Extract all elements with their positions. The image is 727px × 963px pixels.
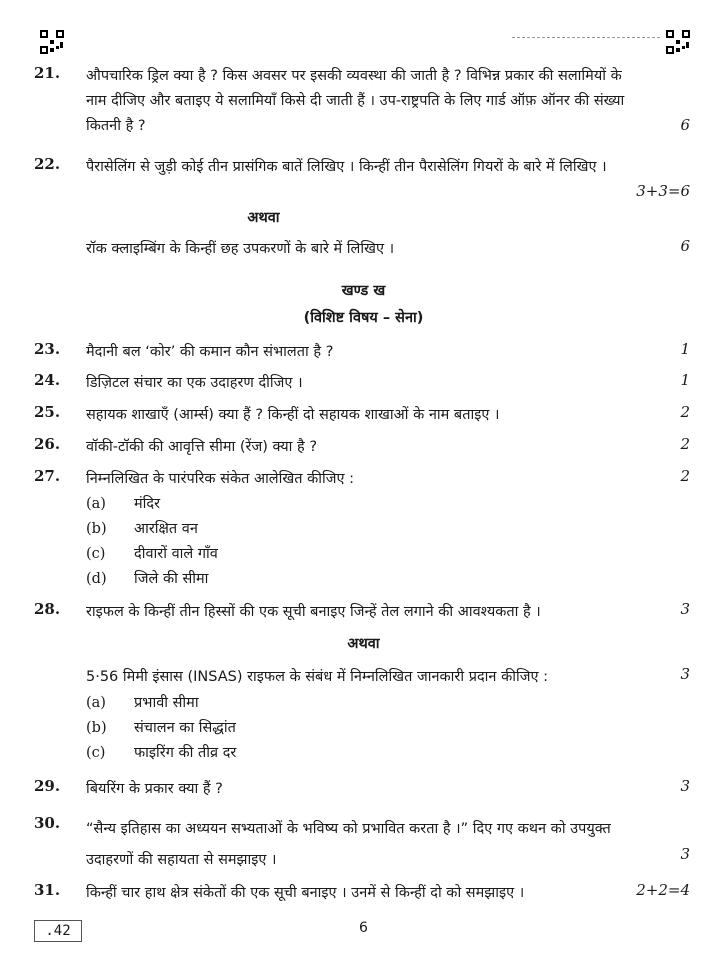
marks: 2+2=4 [636, 881, 690, 899]
question-number: 25. [34, 403, 61, 421]
marks: 3 [680, 600, 690, 618]
list-item: (a) प्रभावी सीमा [86, 695, 199, 711]
section-title: खण्ड ख [341, 283, 386, 299]
marks: 2 [680, 403, 690, 421]
marks: 3 [680, 845, 690, 863]
header-rule [512, 37, 660, 38]
question-number: 22. [34, 155, 61, 173]
list-item: (b) आरक्षित वन [86, 521, 198, 537]
question-number: 27. [34, 467, 61, 485]
marks: 1 [680, 340, 690, 358]
question-number: 30. [34, 814, 61, 832]
list-item: (c) दीवारों वाले गाँव [86, 546, 218, 562]
question-text: औपचारिक ड्रिल क्या है ? किस अवसर पर इसकी व्यवस्था की जाती है ? विभिन्न प्रकार की सलामियों के नाम दीजिए और बताइए ये सलामियाँ किसे दी जाती हैं । उप-राष्ट्रपति के लिए गार्ड ऑफ़ ऑनर की संख्या कितनी है ? [86, 68, 625, 134]
qr-code-icon [666, 30, 690, 54]
question-text: “सैन्य इतिहास का अध्ययन सभ्यताओं के भविष्य को प्रभावित करता है ।” दिए गए कथन को उपयुक्त उदाहरणों की सहायता से समझाइए । [86, 821, 611, 868]
list-item: (a) मंदिर [86, 496, 161, 512]
question-text: सहायक शाखाएँ (आर्म्स) क्या हैं ? किन्हीं दो सहायक शाखाओं के नाम बताइए । [86, 407, 500, 423]
question-number: 21. [34, 64, 61, 82]
marks: 1 [680, 371, 690, 389]
question-text: किन्हीं चार हाथ क्षेत्र संकेतों की एक सूची बनाइए । उनमें से किन्हीं दो को समझाइए । [86, 885, 525, 901]
qr-code-icon [40, 30, 64, 54]
question-text: बियरिंग के प्रकार क्या हैं ? [86, 781, 223, 797]
question-number: 31. [34, 881, 61, 899]
marks: 6 [680, 116, 690, 134]
question-text: वॉकी-टॉकी की आवृत्ति सीमा (रेंज) क्या है ? [86, 439, 318, 455]
question-text: 5·56 मिमी इंसास (INSAS) राइफल के संबंध में निम्नलिखित जानकारी प्रदान कीजिए : [86, 669, 548, 685]
page-number: 6 [359, 920, 368, 936]
question-text: रॉक क्लाइम्बिंग के किन्हीं छह उपकरणों के बारे में लिखिए । [86, 241, 395, 257]
marks: 2 [680, 435, 690, 453]
marks: 3 [680, 665, 690, 683]
marks: 6 [680, 237, 690, 255]
section-subtitle: (विशिष्ट विषय – सेना) [303, 310, 424, 326]
question-text: राइफल के किन्हीं तीन हिस्सों की एक सूची बनाइए जिन्हें तेल लगाने की आवश्यकता है । [86, 604, 541, 620]
list-item: (d) जिले की सीमा [86, 571, 209, 587]
question-text: पैरासेलिंग से जुड़ी कोई तीन प्रासंगिक बातें लिखिए । किन्हीं तीन पैरासेलिंग गियरों के बारे में लिखिए । [86, 159, 607, 175]
list-item: (b) संचालन का सिद्धांत [86, 720, 236, 736]
question-number: 29. [34, 777, 61, 795]
question-number: 26. [34, 435, 61, 453]
or-label: अथवा [347, 636, 380, 652]
paper-code: .42 [34, 920, 82, 942]
list-item: (c) फाइरिंग की तीव्र दर [86, 745, 237, 761]
question-text: डिज़िटल संचार का एक उदाहरण दीजिए । [86, 375, 303, 391]
question-number: 24. [34, 371, 61, 389]
or-label: अथवा [247, 210, 280, 226]
question-text: निम्नलिखित के पारंपरिक संकेत आलेखित कीजिए : [86, 471, 355, 487]
marks: 3 [680, 777, 690, 795]
marks: 3+3=6 [636, 182, 690, 200]
question-text: मैदानी बल ‘कोर’ की कमान कौन संभालता है ? [86, 344, 334, 360]
question-number: 23. [34, 340, 61, 358]
marks: 2 [680, 467, 690, 485]
question-number: 28. [34, 600, 61, 618]
